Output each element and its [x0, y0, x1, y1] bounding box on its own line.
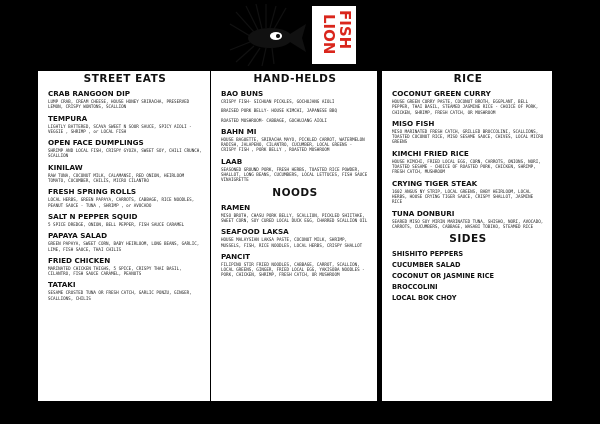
menu-item-name: COCONUT GREEN CURRY [392, 89, 491, 98]
menu-item-name: PAPAYA SALAD [48, 231, 108, 241]
menu-item-name: BAO BUNS [221, 89, 264, 98]
noods-list [221, 203, 369, 278]
logo-lion-text: LION [320, 14, 338, 55]
menu-item-description: HOUSE MALAYSIAN LAKSA PASTE, COCONUT MILK, SHRIMP, MUSSELS, FISH, RICE NOODLES, LOCAL HERBS, CRISPY SHALLOT [221, 237, 363, 248]
menu-item-description: MISO MARINATED FRESH CATCH, GRILLED BROCCOLINI, SCALLIONS, TOASTED COCONUT RICE, MISO SESAME SAUCE, CHIVES, LOCAL MICRO GREENS [392, 128, 544, 145]
menu-item [221, 252, 369, 278]
menu-item-name: FRESH SPRING ROLLS [48, 187, 137, 197]
menu-item-description: MARINATED CHICKEN THIGHS, 5 SPICE, CRISPY THAI BASIL, CILANTRO, FISH SAUCE CARAMEL, PEANUTS [48, 265, 182, 277]
side-item: LOCAL BOK CHOY [392, 294, 457, 303]
menu-item-description: SHRIMP AND LOCAL FISH, CRISPY GYOZA, SWEET SOY, CHILI CRUNCH, SCALLION [48, 148, 202, 159]
menu-item [48, 256, 202, 277]
section-title-street-eats: STREET EATS [83, 73, 167, 85]
menu-item-description: SESAME CRUSTED TUNA OR FRESH CATCH, GARLIC PONZU, GINGER, SCALLIONS, CHILIS [48, 290, 192, 301]
menu-item-description: LIGHTLY BATTERED, SCAVA SWEET N SOUR SAUCE, SPICY AIOLI - VEGGIE , SHRIMP , or LOCAL FISH [48, 123, 192, 134]
menu-item [221, 127, 369, 153]
menu-item-description: HOUSE KIMCHI, FRIED LOCAL EGG, CORN, CARROTS, ONIONS, NORI, TOASTED SESAME - CHOICE OF ROASTED PORK, CHICKEN, SHRIMP, FRESH CATCH, MUSHROOM [392, 158, 541, 175]
logo-fish-text: FISH [336, 10, 354, 50]
lionfish-logo [228, 4, 358, 66]
menu-item-name: SALT N PEPPER SQUID [48, 211, 138, 221]
section-title-sides: SIDES [449, 233, 487, 246]
menu-item [221, 203, 369, 224]
menu-item-description: LUMP CRAB, CREAM CHEESE, HOUSE HONEY SRIRACHA, PRESERVED LEMON, CRISPY WONTONS, SCALLION [48, 99, 190, 110]
menu-item [392, 89, 544, 115]
menu-item [392, 179, 544, 205]
menu-item-description: HOUSE GREEN CURRY PASTE, COCONUT BROTH, EGGPLANT, BELL PEPPER, THAI BASIL, STEAMED JASMINE RICE - CHOICE OF PORK, CHICKEN, SHRIMP, FRESH CATCH, OR MUSHROOM [392, 99, 539, 115]
sides-list [392, 249, 544, 304]
menu-item-description: HOUSE BAGUETTE, SRIRACHA MAYO, PICKLED CARROT, WATERMELON RADISH, JALAPENO, CILANTRO, CUCUMBER, LOCAL GREENS - CRISPY FISH , PORK BELLY , ROASTED MUSHROOM [221, 136, 365, 153]
menu-item [221, 89, 369, 123]
menu-item-description: MISO BROTH, CHASU PORK BELLY, SCALLION, PICKLED SHIITAKE, SWEET CORN, SOY CURED LOCAL DUCK EGG, CHARRED SCALLION OIL [221, 212, 368, 223]
menu-item-name: MISO FISH [392, 118, 435, 128]
menu-item-description: 1602 ANGUS NY STRIP, LOCAL GREENS, BABY HEIRLOOM, LOCAL HERBS, HOUSE CRYING TIGER SAUCE, CRISPY SHALLOT, JASMINE RICE [392, 188, 534, 205]
menu-item [48, 280, 202, 301]
side-item: SHISHITO PEPPERS [392, 250, 464, 259]
menu-item [392, 119, 544, 145]
menu-item-name: TATAKI [48, 280, 76, 290]
menu-item-name: FRIED CHICKEN [48, 255, 111, 265]
menu-item-name: TUNA DONBURI [392, 208, 455, 218]
menu-item [48, 212, 202, 227]
menu-item-description: 5 SPICE DREDGE, ONION, BELL PEPPER, FISH SAUCE CARAMEL [48, 221, 185, 227]
rice-column [382, 71, 552, 401]
menu-item-description: RAW TUNA, COCONUT MILK, CALAMANSI, RED ONION, HEIRLOOM TOMATO, CUCUMBER, CHILIS, MICRO CILANTRO [48, 172, 185, 184]
lionfish-icon [228, 4, 358, 66]
menu-item-name: BAHN MI [221, 126, 257, 136]
menu-item [48, 231, 202, 252]
menu-item-name: PANCIT [221, 251, 251, 261]
menu-item [48, 187, 202, 208]
menu-item [221, 157, 369, 183]
side-item: BROCCOLINI [392, 283, 438, 292]
street-eats-column [38, 71, 210, 401]
menu-item-description: CRISPY FISH- SICHUAN PICKLES, GOCHUJANG AIOLI [221, 99, 335, 104]
section-title-noods: NOODS [272, 186, 318, 199]
menu-item-name: CRYING TIGER STEAK [392, 178, 478, 188]
menu-item-name: CRAB RANGOON DIP [48, 89, 131, 98]
side-item: CUCUMBER SALAD [392, 261, 461, 270]
menu-item [48, 138, 202, 159]
menu-item [48, 163, 202, 184]
menu-item [221, 227, 369, 248]
rice-list [392, 89, 544, 229]
menu-item [392, 209, 544, 230]
hand-helds-list [221, 89, 369, 183]
menu-item-description: SEASONED GROUND PORK, FRESH HERBS, TOASTED RICE POWDER, SHALLOT, LONG BEANS, CUCUMBERS, LOCAL LETTUCES, FISH SAUCE VINAIGRETTE [221, 166, 368, 183]
menu-item-description: SEARED MISO SOY MIRIN MARINATED TUNA, SHISHO, NORI, AVOCADO, CARROTS, CUCUMBERS, CABBAGE, WASABI TOBIKO, STEAMED RICE [392, 218, 544, 229]
side-item: COCONUT OR JASMINE RICE [392, 272, 495, 281]
menu-item [392, 149, 544, 175]
menu-item-name: RAMEN [221, 202, 251, 212]
menu-item-name: KINILAW [48, 162, 83, 172]
section-title-hand-helds: HAND-HELDS [253, 73, 337, 85]
menu-item-name: KIMCHI FRIED RICE [392, 148, 469, 158]
menu-item-description: FILIPINO STIR FRIED NOODLES, CABBAGE, CARROT, SCALLION, LOCAL GREENS, GINGER, FRIED LOCAL EGG, YAKISOBA NOODLES - PORK, CHICKEN, SHRIMP, FRESH CATCH, OR MUSHROOM [221, 261, 365, 278]
menu-item-name: LAAB [221, 156, 243, 166]
menu-item-name: TEMPURA [48, 113, 88, 123]
section-title-rice: RICE [453, 73, 483, 85]
menu-item [48, 114, 202, 135]
menu-item-description: LOCAL HERBS, GREEN PAPAYA, CARROTS, CABBAGE, RICE NOODLES, PEANUT SAUCE - TUNA , SHRIMP , or AVOCADO [48, 197, 195, 208]
menu-item-option: ROASTED MUSHROOM- CABBAGE, GOCHUJANG AIOLI [221, 117, 327, 123]
menu-item [48, 89, 202, 110]
menu-item-name: SEAFOOD LAKSA [221, 227, 289, 237]
menu-item-description: GREEN PAPAYA, SWEET CORN, BABY HEIRLOOM, LONG BEANS, GARLIC, LIME, FISH SAUCE, THAI CHILIS [48, 241, 200, 252]
hand-helds-column [211, 71, 377, 401]
menu-item-option: BRAISED PORK BELLY- HOUSE KIMCHI, JAPANESE BBQ [221, 108, 337, 114]
street-eats-list [48, 89, 202, 301]
menu-item-name: OPEN FACE DUMPLINGS [48, 138, 144, 148]
